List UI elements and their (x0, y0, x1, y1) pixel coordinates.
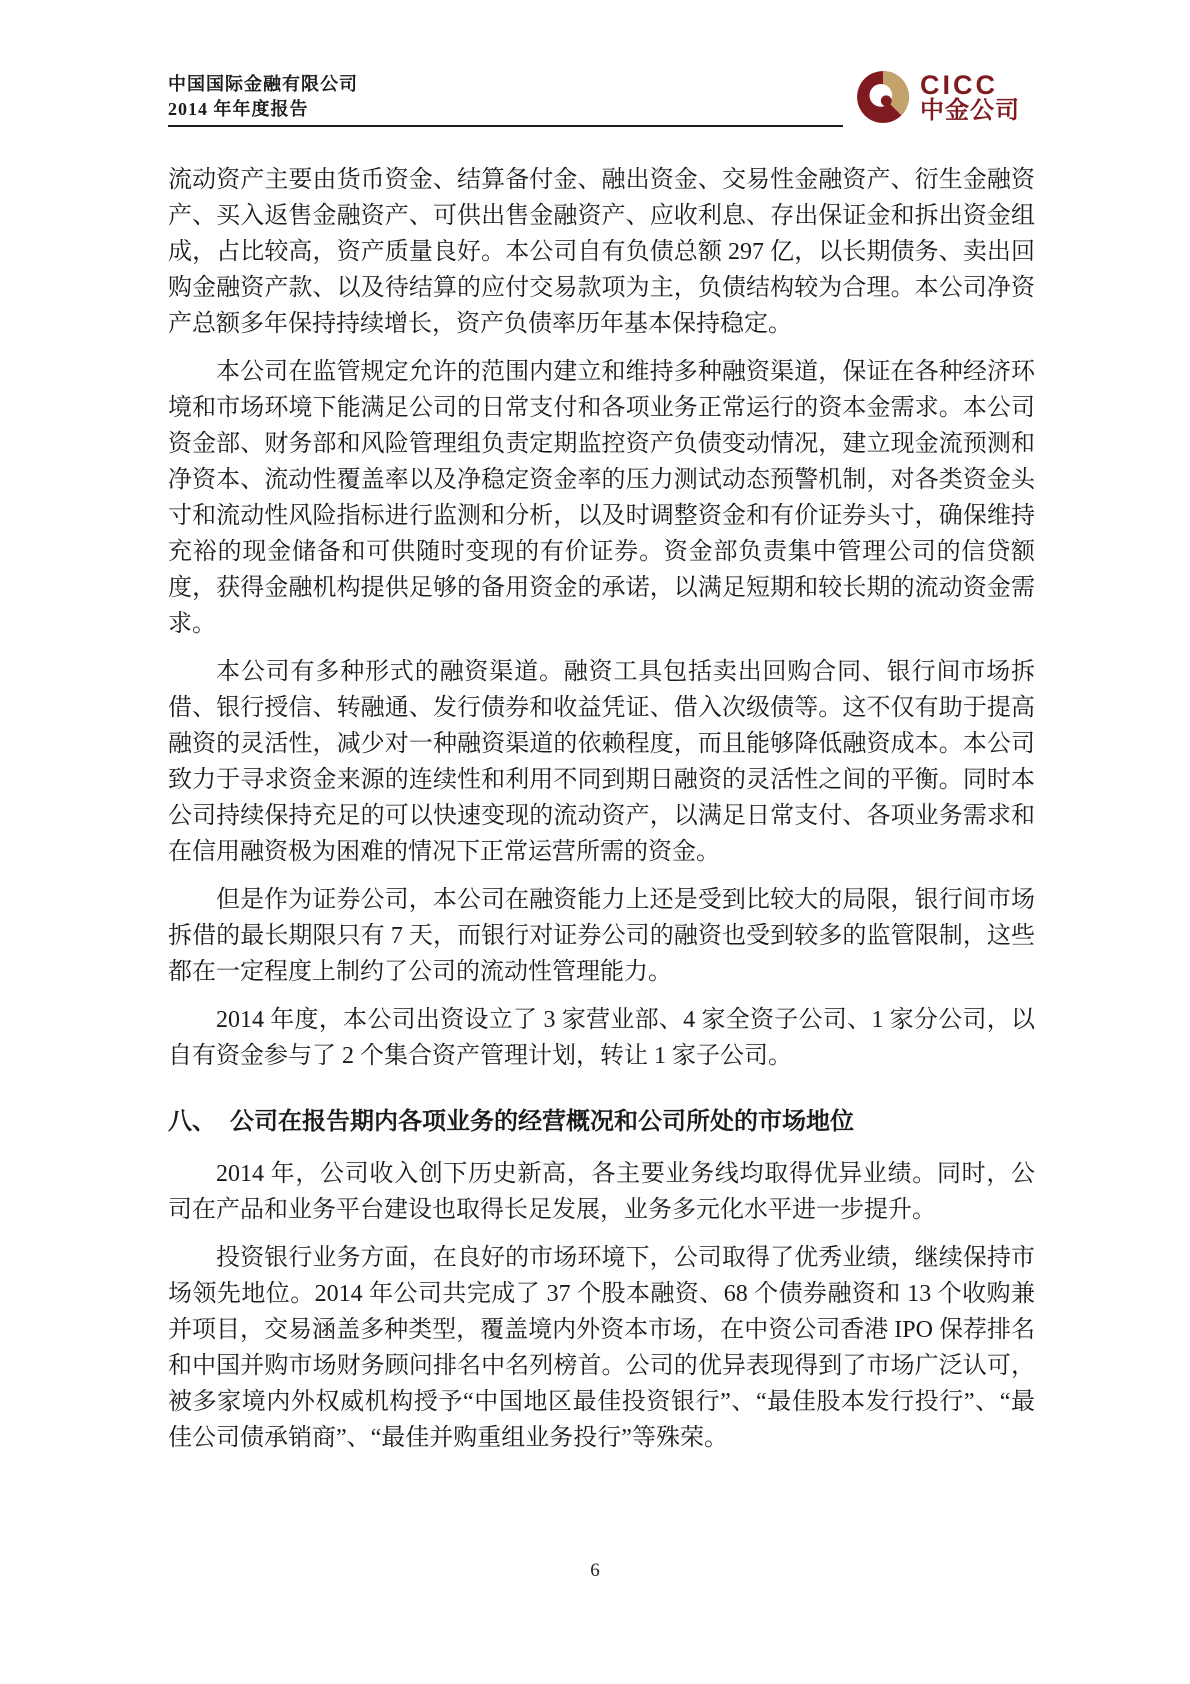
paragraph-liquid-assets: 流动资产主要由货币资金、结算备付金、融出资金、交易性金融资产、衍生金融资产、买入返售金融资产、可供出售金融资产、应收利息、存出保证金和拆出资金组成，占比较高，资产质量良好。本公司自有负债总额 297 亿，以长期债务、卖出回购金融资产款、以及待结算的应付交易款项为主，负债结构较为合理。本公司净资产总额多年保持持续增长，资产负债率历年基本保持稳定。 (168, 167, 1035, 337)
cicc-logo-icon (856, 70, 910, 124)
paragraph-funding-channels-regulation: 本公司在监管规定允许的范围内建立和维持多种融资渠道，保证在各种经济环境和市场环境下能满足公司的日常支付和各项业务正常运行的资本金需求。本公司资金部、财务部和风险管理组负责定期监控资产负债变动情况，建立现金流预测和净资本、流动性覆盖率以及净稳定资金率的压力测试动态预警机制，对各类资金头寸和流动性风险指标进行监测和分析，以及时调整资金和有价证券头寸，确保维持充裕的现金储备和可供随时变现的有价证券。资金部负责集中管理公司的信贷额度，获得金融机构提供足够的备用资金的承诺，以满足短期和较长期的流动资金需求。 (168, 359, 1035, 637)
document-body (168, 128, 1035, 1468)
paragraph-securities-firm-limits: 但是作为证券公司，本公司在融资能力上还是受到比较大的局限，银行间市场拆借的最长期限只有 7 天，而银行对证券公司的融资也受到较多的监管限制，这些都在一定程度上制约了公司的流动性管理能力。 (168, 887, 1035, 985)
paragraph-2014-establishments: 2014 年度，本公司出资设立了 3 家营业部、4 家全资子公司、1 家分公司，以自有资金参与了 2 个集合资产管理计划，转让 1 家子公司。 (168, 1007, 1035, 1069)
logo-chinese-text: 中金公司 (920, 96, 1020, 124)
header-report-title: 2014 年年度报告 (168, 99, 309, 119)
header-divider (168, 125, 843, 127)
section-number: 八、 (168, 1109, 216, 1135)
header-company-name: 中国国际金融有限公司 (168, 74, 358, 94)
section-title: 公司在报告期内各项业务的经营概况和公司所处的市场地位 (230, 1109, 854, 1135)
cicc-logo (856, 70, 1020, 124)
paragraph-financing-instruments: 本公司有多种形式的融资渠道。融资工具包括卖出回购合同、银行间市场拆借、银行授信、转融通、发行债券和收益凭证、借入次级债等。这不仅有助于提高融资的灵活性，减少对一种融资渠道的依赖程度，而且能够降低融资成本。本公司致力于寻求资金来源的连续性和利用不同到期日融资的灵活性之间的平衡。同时本公司持续保持充足的可以快速变现的流动资产，以满足日常支付、各项业务需求和在信用融资极为困难的情况下正常运营所需的资金。 (168, 659, 1035, 865)
paragraph-2014-record-revenue: 2014 年，公司收入创下历史新高，各主要业务线均取得优异业绩。同时，公司在产品和业务平台建设也取得长足发展，业务多元化水平进一步提升。 (168, 1161, 1035, 1223)
header-left-block (168, 72, 358, 122)
cicc-logo-text (920, 69, 1020, 124)
section-heading (168, 1104, 1035, 1140)
page-footer (0, 1560, 1190, 1582)
paragraph-investment-banking: 投资银行业务方面，在良好的市场环境下，公司取得了优秀业绩，继续保持市场领先地位。2014 年公司共完成了 37 个股本融资、68 个债券融资和 13 个收购兼并项目，交易涵盖多种类型，覆盖境内外资本市场，在中资公司香港 IPO 保荐排名和中国并购市场财务顾问排名中名列榜首。公司的优异表现得到了市场广泛认可，被多家境内外权威机构授予“中国地区最佳投资银行”、“最佳股本发行投行”、“最佳公司债承销商”、“最佳并购重组业务投行”等殊荣。 (168, 1245, 1035, 1451)
page-number: 6 (590, 1560, 600, 1581)
logo-latin-text: CICC (920, 69, 998, 100)
